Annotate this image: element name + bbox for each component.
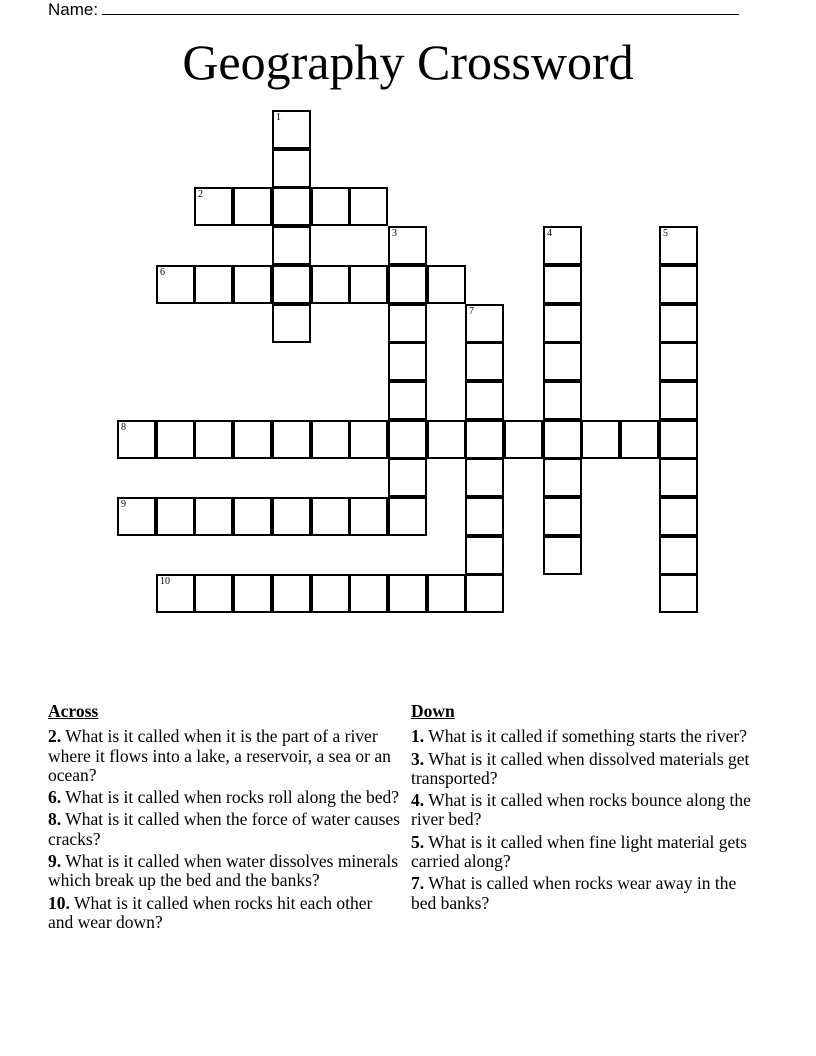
crossword-cell[interactable] [465,536,504,575]
crossword-cell[interactable] [388,226,427,265]
crossword-cell[interactable] [388,458,427,497]
crossword-cell[interactable] [543,304,582,343]
page-title: Geography Crossword [182,34,634,90]
crossword-cell[interactable] [272,304,311,343]
crossword-cell[interactable] [272,187,311,226]
crossword-cell[interactable] [272,497,311,536]
clue-text: What is called when rocks wear away in the bed banks? [411,873,737,913]
crossword-cell[interactable] [543,265,582,304]
crossword-cell[interactable] [272,110,311,149]
crossword-cell[interactable] [659,265,698,304]
clue-text: What is it called when rocks roll along the bed? [65,787,400,808]
crossword-cell[interactable] [620,420,659,459]
crossword-cell[interactable] [543,420,582,459]
crossword-cell[interactable] [156,420,195,459]
crossword-cell[interactable] [659,458,698,497]
clue-text: What is it called when dissolved materials get transported? [411,748,750,788]
crossword-cell[interactable] [659,342,698,381]
crossword-cell[interactable] [311,187,350,226]
crossword-cell[interactable] [194,574,233,613]
crossword-cell[interactable] [427,420,466,459]
clue-text: What is it called when rocks hit each other and wear down? [48,892,373,932]
crossword-cell[interactable] [233,265,272,304]
clue-number: 7. [411,873,425,894]
crossword-cell[interactable] [272,149,311,188]
down-clues [411,702,751,916]
cell-number: 9 [121,499,126,510]
clue-number: 9. [48,851,62,872]
crossword-cell[interactable] [272,574,311,613]
clue-item [48,788,400,807]
clue-number: 5. [411,831,425,852]
name-field[interactable] [48,0,739,20]
crossword-cell[interactable] [272,420,311,459]
crossword-cell[interactable] [465,420,504,459]
crossword-cell[interactable] [194,187,233,226]
clue-number: 8. [48,809,62,830]
clue-item [411,791,751,830]
clue-number: 2. [48,726,62,747]
crossword-cell[interactable] [349,497,388,536]
crossword-cell[interactable] [543,226,582,265]
crossword-cell[interactable] [272,265,311,304]
crossword-cell[interactable] [349,265,388,304]
crossword-cell[interactable] [659,381,698,420]
crossword-cell[interactable] [659,574,698,613]
crossword-cell[interactable] [543,536,582,575]
crossword-cell[interactable] [311,420,350,459]
crossword-cell[interactable] [388,304,427,343]
clue-number: 1. [411,726,425,747]
crossword-cell[interactable] [543,458,582,497]
clue-number: 6. [48,787,62,808]
crossword-cell[interactable] [311,265,350,304]
crossword-cell[interactable] [659,226,698,265]
crossword-cell[interactable] [427,574,466,613]
crossword-cell[interactable] [349,420,388,459]
cell-number: 7 [469,306,474,317]
crossword-cell[interactable] [349,574,388,613]
crossword-cell[interactable] [659,420,698,459]
crossword-cell[interactable] [659,304,698,343]
crossword-cell[interactable] [194,497,233,536]
crossword-cell[interactable] [117,420,156,459]
clue-number: 4. [411,790,425,811]
cell-number: 5 [663,228,668,239]
cell-number: 8 [121,422,126,433]
clue-item [411,727,751,746]
crossword-cell[interactable] [465,497,504,536]
cell-number: 6 [160,267,165,278]
crossword-cell[interactable] [543,381,582,420]
cell-number: 3 [392,228,397,239]
crossword-cell[interactable] [194,420,233,459]
clue-text: What is it called if something starts the river? [428,726,747,747]
clue-item [48,894,400,933]
crossword-cell[interactable] [388,574,427,613]
crossword-cell[interactable] [156,497,195,536]
crossword-cell[interactable] [465,342,504,381]
crossword-cell[interactable] [311,574,350,613]
crossword-cell[interactable] [659,497,698,536]
clue-item [48,727,400,785]
cell-number: 2 [198,189,203,200]
crossword-cell[interactable] [117,497,156,536]
crossword-cell[interactable] [156,574,195,613]
crossword-cell[interactable] [388,342,427,381]
clue-item [411,874,751,913]
clue-number: 10. [48,892,70,913]
clue-text: What is it called when it is the part of a river where it flows into a lake, a reservoir, a sea or an ocean? [48,726,391,785]
crossword-cell[interactable] [349,187,388,226]
crossword-cell[interactable] [311,497,350,536]
crossword-cell[interactable] [427,265,466,304]
across-heading: Across [48,701,99,721]
crossword-cell[interactable] [194,265,233,304]
crossword-cell[interactable] [233,497,272,536]
clue-text: What is it called when rocks bounce along the river bed? [411,790,751,830]
crossword-cell[interactable] [388,265,427,304]
cell-number: 10 [160,576,170,587]
crossword-cell[interactable] [465,381,504,420]
clue-item [48,810,400,849]
crossword-cell[interactable] [156,265,195,304]
cell-number: 4 [547,228,552,239]
crossword-cell[interactable] [233,574,272,613]
crossword-cell[interactable] [543,342,582,381]
crossword-cell[interactable] [465,304,504,343]
across-clues [48,702,400,935]
clue-text: What is it called when fine light material gets carried along? [411,831,747,872]
crossword-cell[interactable] [465,458,504,497]
clue-text: What is it called when water dissolves minerals which break up the bed and the banks? [48,851,399,891]
crossword-cell[interactable] [504,420,543,459]
clue-number: 3. [411,748,425,769]
crossword-cell[interactable] [388,420,427,459]
crossword-cell[interactable] [233,420,272,459]
name-underline[interactable] [102,0,739,15]
crossword-cell[interactable] [465,574,504,613]
crossword-cell[interactable] [659,536,698,575]
clue-item [48,852,400,891]
crossword-cell[interactable] [388,381,427,420]
crossword-cell[interactable] [388,497,427,536]
crossword-cell[interactable] [543,497,582,536]
clue-item [411,750,751,789]
crossword-cell[interactable] [272,226,311,265]
down-heading: Down [411,701,455,721]
clue-text: What is it called when the force of water causes cracks? [48,809,400,849]
cell-number: 1 [276,112,281,123]
crossword-cell[interactable] [233,187,272,226]
crossword-cell[interactable] [581,420,620,459]
name-label: Name: [48,0,99,19]
clue-item [411,833,751,872]
